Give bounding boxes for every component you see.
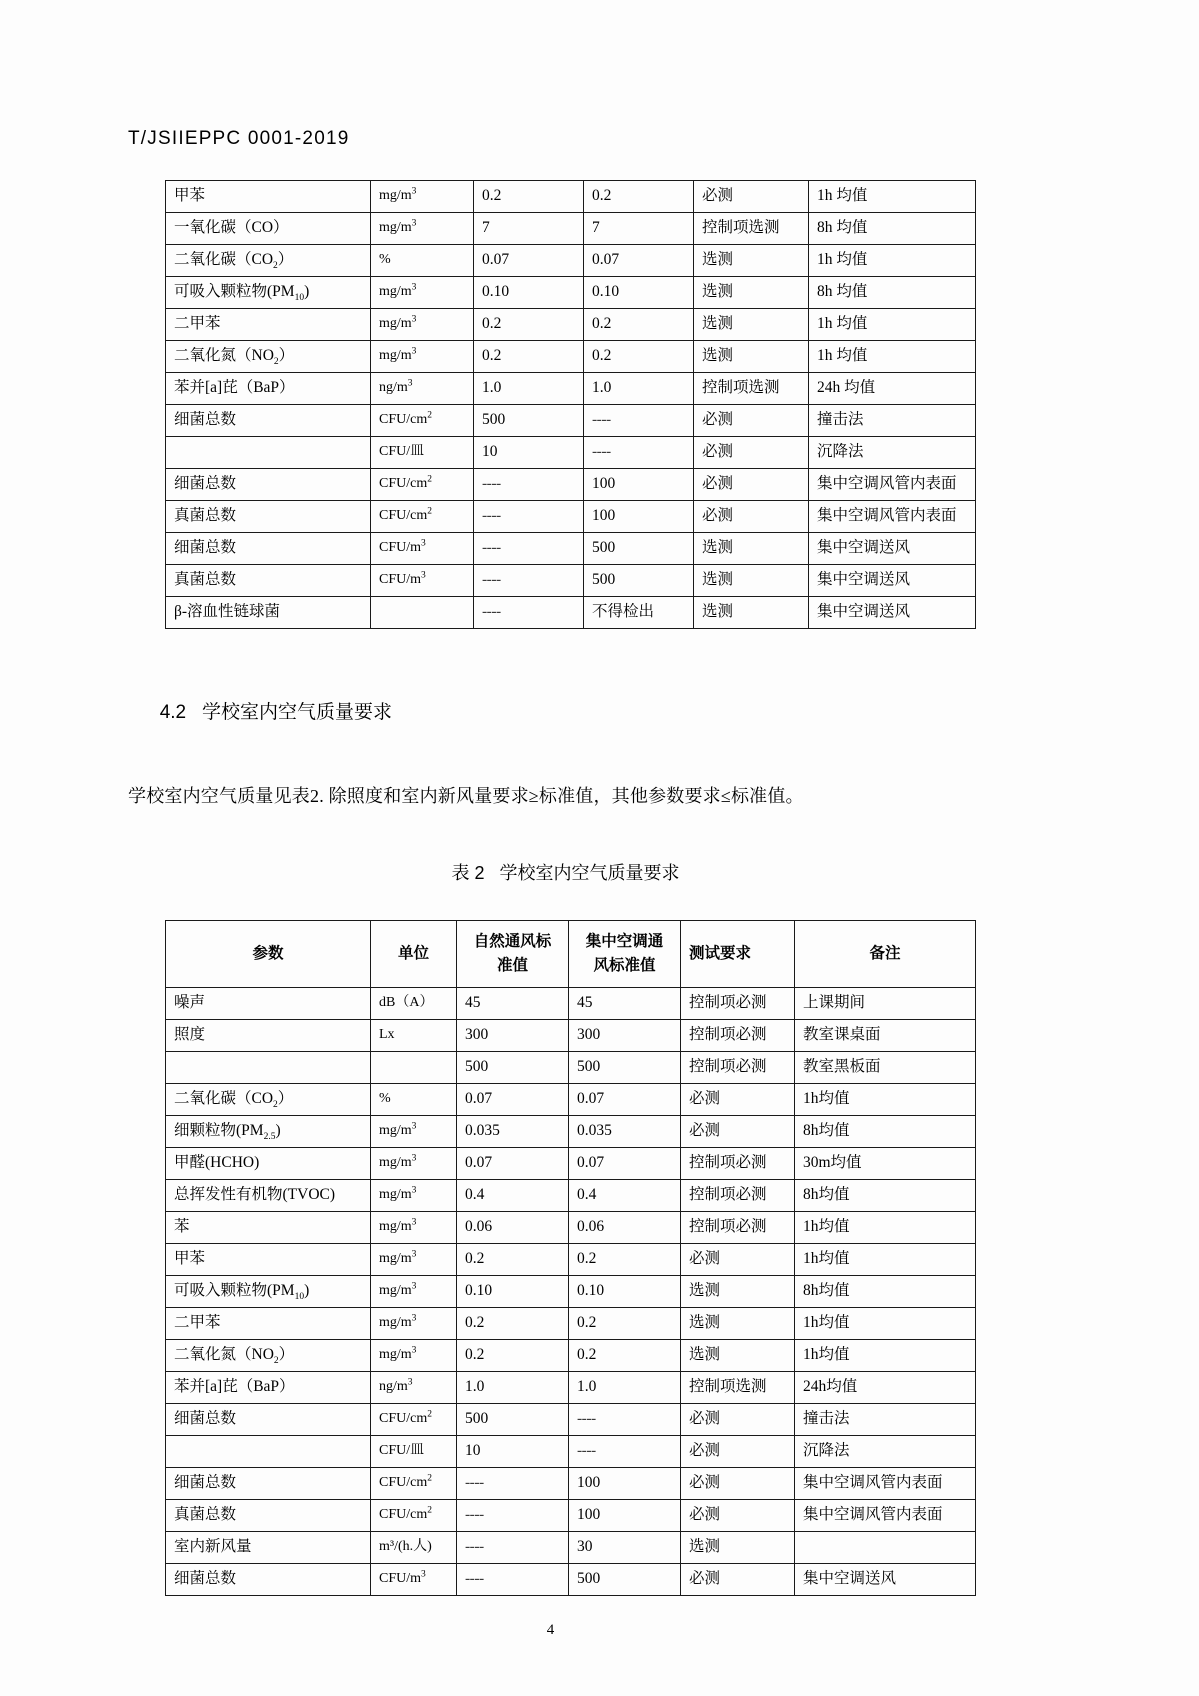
table-row	[166, 1340, 976, 1372]
cell-param	[166, 437, 371, 469]
cell-natural-value: 0.2	[457, 1244, 569, 1276]
table-2-col-unit: 单位	[371, 921, 457, 988]
cell-note: 1h均值	[795, 1308, 976, 1340]
cell-unit: CFU/$m^3$	[371, 1564, 457, 1596]
cell-param: 细菌总数	[166, 1564, 371, 1596]
table-row	[166, 1468, 976, 1500]
table-row	[166, 469, 976, 501]
cell-central-value: 1.0	[584, 373, 694, 405]
cell-natural-value: 0.07	[457, 1148, 569, 1180]
cell-central-value: 300	[569, 1020, 681, 1052]
cell-unit: $mg/m^3$	[371, 341, 474, 373]
cell-note: 集中空调送风	[795, 1564, 976, 1596]
cell-central-value: 0.2	[569, 1340, 681, 1372]
cell-unit: %	[371, 1084, 457, 1116]
cell-note: 集中空调风管内表面	[795, 1468, 976, 1500]
cell-unit: CFU/$cm^2$	[371, 1500, 457, 1532]
cell-requirement: 选测	[694, 341, 809, 373]
cell-natural-value: 0.2	[474, 181, 584, 213]
cell-natural-value: ----	[474, 533, 584, 565]
cell-requirement: 必测	[694, 469, 809, 501]
cell-natural-value: 0.07	[474, 245, 584, 277]
cell-note: 集中空调送风	[809, 565, 976, 597]
cell-central-value: 100	[584, 469, 694, 501]
table-2-head	[166, 921, 976, 988]
table-2-caption-number: 表 2	[451, 863, 485, 883]
cell-natural-value: 0.10	[457, 1276, 569, 1308]
cell-requirement: 必测	[681, 1244, 795, 1276]
cell-param: 甲苯	[166, 1244, 371, 1276]
cell-requirement: 必测	[681, 1500, 795, 1532]
cell-note: 1h 均值	[809, 309, 976, 341]
cell-param: 二氧化氮$(NO_2)$	[166, 1340, 371, 1372]
cell-requirement: 控制项选测	[681, 1372, 795, 1404]
cell-unit: $mg/m^3$	[371, 181, 474, 213]
table-row	[166, 1308, 976, 1340]
cell-note: 1h 均值	[809, 181, 976, 213]
cell-unit: $mg/m^3$	[371, 1116, 457, 1148]
cell-param	[166, 1052, 371, 1084]
table-row	[166, 1244, 976, 1276]
cell-param: 总挥发性有机物(TVOC)	[166, 1180, 371, 1212]
cell-param: 细颗粒物$(PM_{2.5})$	[166, 1116, 371, 1148]
cell-note: 1h均值	[795, 1084, 976, 1116]
cell-param: 细菌总数	[166, 1468, 371, 1500]
table-row	[166, 373, 976, 405]
cell-param: 甲醛(HCHO)	[166, 1148, 371, 1180]
table-row	[166, 1436, 976, 1468]
cell-param: 一氧化碳（CO）	[166, 213, 371, 245]
cell-param: 细菌总数	[166, 469, 371, 501]
table-row	[166, 988, 976, 1020]
cell-param: 二氧化碳$(CO_2)$	[166, 245, 371, 277]
page-number: 4	[546, 1622, 555, 1639]
table-2-school-indoor-air-quality	[165, 920, 976, 1596]
cell-natural-value: 0.2	[474, 341, 584, 373]
cell-natural-value: ----	[457, 1564, 569, 1596]
cell-natural-value: 0.2	[457, 1308, 569, 1340]
cell-natural-value: 500	[457, 1404, 569, 1436]
table-row	[166, 1020, 976, 1052]
table-row	[166, 213, 976, 245]
table-row	[166, 1500, 976, 1532]
cell-natural-value: 500	[474, 405, 584, 437]
cell-requirement: 必测	[681, 1404, 795, 1436]
cell-central-value: 100	[584, 501, 694, 533]
cell-unit: $mg/m^3$	[371, 1148, 457, 1180]
cell-unit: $mg/m^3$	[371, 1244, 457, 1276]
cell-natural-value: ----	[474, 469, 584, 501]
cell-natural-value: 300	[457, 1020, 569, 1052]
table-2-col-note: 备注	[795, 921, 976, 988]
cell-note: 8h均值	[795, 1116, 976, 1148]
cell-requirement: 控制项必测	[681, 988, 795, 1020]
document-header-code: T/JSIIEPPC 0001-2019	[128, 128, 350, 149]
cell-requirement: 必测	[694, 181, 809, 213]
cell-note: 8h 均值	[809, 213, 976, 245]
cell-natural-value: ----	[457, 1500, 569, 1532]
cell-unit	[371, 1052, 457, 1084]
cell-requirement: 选测	[681, 1532, 795, 1564]
table-row	[166, 181, 976, 213]
table-row	[166, 341, 976, 373]
cell-unit: CFU/$cm^2$	[371, 501, 474, 533]
table-row	[166, 1084, 976, 1116]
cell-central-value: 0.06	[569, 1212, 681, 1244]
table-2-col-natural: 自然通风标 准值	[457, 921, 569, 988]
cell-requirement: 控制项必测	[681, 1052, 795, 1084]
cell-note: 30m均值	[795, 1148, 976, 1180]
cell-requirement: 控制项必测	[681, 1148, 795, 1180]
cell-param: 可吸入颗粒物$(PM_{10})$	[166, 1276, 371, 1308]
cell-requirement: 必测	[694, 501, 809, 533]
cell-central-value: 0.2	[569, 1308, 681, 1340]
cell-central-value: 1.0	[569, 1372, 681, 1404]
cell-requirement: 必测	[694, 437, 809, 469]
table-row	[166, 1532, 976, 1564]
cell-note: 集中空调风管内表面	[809, 501, 976, 533]
cell-natural-value: 0.035	[457, 1116, 569, 1148]
cell-central-value: 0.10	[584, 277, 694, 309]
cell-requirement: 必测	[681, 1468, 795, 1500]
cell-param: 照度	[166, 1020, 371, 1052]
cell-requirement: 控制项选测	[694, 373, 809, 405]
cell-requirement: 选测	[694, 309, 809, 341]
cell-unit: CFU/$cm^2$	[371, 405, 474, 437]
cell-note: 沉降法	[795, 1436, 976, 1468]
cell-unit: $ng/m^3$	[371, 1372, 457, 1404]
cell-param: 甲苯	[166, 181, 371, 213]
cell-natural-value: 0.06	[457, 1212, 569, 1244]
cell-note: 8h 均值	[809, 277, 976, 309]
table-row	[166, 309, 976, 341]
cell-natural-value: ----	[474, 597, 584, 629]
cell-natural-value: 0.2	[474, 309, 584, 341]
section-number: 4.2	[159, 702, 187, 723]
cell-unit: dB（A）	[371, 988, 457, 1020]
cell-natural-value: ----	[474, 501, 584, 533]
cell-requirement: 必测	[694, 405, 809, 437]
cell-natural-value: 10	[457, 1436, 569, 1468]
cell-unit: m³/(h.人)	[371, 1532, 457, 1564]
cell-natural-value: 500	[457, 1052, 569, 1084]
cell-natural-value: 1.0	[474, 373, 584, 405]
cell-central-value: 30	[569, 1532, 681, 1564]
cell-note: 教室课桌面	[795, 1020, 976, 1052]
cell-param: 苯并[a]芘（BaP）	[166, 1372, 371, 1404]
table-row	[166, 1404, 976, 1436]
cell-note: 沉降法	[809, 437, 976, 469]
cell-requirement: 选测	[681, 1308, 795, 1340]
cell-note: 集中空调风管内表面	[809, 469, 976, 501]
cell-natural-value: 10	[474, 437, 584, 469]
cell-note: 集中空调送风	[809, 533, 976, 565]
section-title: 学校室内空气质量要求	[201, 702, 392, 723]
page-content	[128, 0, 973, 1639]
cell-unit: $mg/m^3$	[371, 1340, 457, 1372]
cell-central-value: 7	[584, 213, 694, 245]
cell-unit: %	[371, 245, 474, 277]
cell-natural-value: 0.4	[457, 1180, 569, 1212]
cell-note	[795, 1532, 976, 1564]
cell-central-value: ----	[584, 437, 694, 469]
cell-unit: CFU/$cm^2$	[371, 469, 474, 501]
cell-unit: CFU/$cm^2$	[371, 1468, 457, 1500]
cell-unit: CFU/$m^3$	[371, 533, 474, 565]
section-heading	[128, 675, 973, 746]
cell-unit: $mg/m^3$	[371, 1180, 457, 1212]
cell-requirement: 控制项选测	[694, 213, 809, 245]
cell-central-value: 0.07	[569, 1148, 681, 1180]
table-row	[166, 1180, 976, 1212]
table-row	[166, 1212, 976, 1244]
cell-central-value: 0.4	[569, 1180, 681, 1212]
cell-requirement: 选测	[681, 1340, 795, 1372]
table-row	[166, 1052, 976, 1084]
table-row	[166, 1276, 976, 1308]
cell-param: 细菌总数	[166, 533, 371, 565]
cell-requirement: 选测	[694, 597, 809, 629]
cell-unit: $mg/m^3$	[371, 1212, 457, 1244]
cell-central-value: 100	[569, 1500, 681, 1532]
cell-unit: Lx	[371, 1020, 457, 1052]
cell-unit: $ng/m^3$	[371, 373, 474, 405]
cell-central-value: 500	[584, 565, 694, 597]
cell-param: 苯并[a]芘（BaP）	[166, 373, 371, 405]
cell-note: 8h均值	[795, 1276, 976, 1308]
cell-central-value: ----	[569, 1436, 681, 1468]
cell-natural-value: ----	[457, 1532, 569, 1564]
table-row	[166, 1372, 976, 1404]
cell-natural-value: 1.0	[457, 1372, 569, 1404]
cell-requirement: 必测	[681, 1436, 795, 1468]
cell-param: 真菌总数	[166, 565, 371, 597]
cell-note: 集中空调风管内表面	[795, 1500, 976, 1532]
cell-central-value: 500	[584, 533, 694, 565]
cell-note: 1h 均值	[809, 341, 976, 373]
cell-central-value: 0.07	[569, 1084, 681, 1116]
cell-param: 二氧化碳$(CO_2)$	[166, 1084, 371, 1116]
cell-unit: $mg/m^3$	[371, 1308, 457, 1340]
table-2-caption	[128, 838, 973, 906]
cell-requirement: 必测	[681, 1564, 795, 1596]
cell-central-value: 45	[569, 988, 681, 1020]
cell-param: 真菌总数	[166, 1500, 371, 1532]
cell-param: 室内新风量	[166, 1532, 371, 1564]
cell-central-value: 0.2	[584, 309, 694, 341]
table-2-caption-title: 学校室内空气质量要求	[499, 863, 680, 883]
cell-requirement: 选测	[694, 277, 809, 309]
cell-unit: $mg/m^3$	[371, 277, 474, 309]
cell-unit: CFU/$cm^2$	[371, 1404, 457, 1436]
cell-natural-value: ----	[457, 1468, 569, 1500]
cell-unit: CFU/皿	[371, 437, 474, 469]
table-1-indoor-air-quality	[165, 180, 976, 629]
cell-unit: CFU/$m^3$	[371, 565, 474, 597]
section-paragraph: 学校室内空气质量见表2. 除照度和室内新风量要求≥标准值，其他参数要求≤标准值。	[128, 786, 804, 806]
table-row	[166, 277, 976, 309]
cell-requirement: 选测	[694, 565, 809, 597]
cell-central-value: ----	[569, 1404, 681, 1436]
cell-note: 1h均值	[795, 1340, 976, 1372]
cell-natural-value: 45	[457, 988, 569, 1020]
table-row	[166, 597, 976, 629]
table-row	[166, 533, 976, 565]
cell-param: 可吸入颗粒物$(PM_{10})$	[166, 277, 371, 309]
cell-natural-value: 0.10	[474, 277, 584, 309]
cell-requirement: 必测	[681, 1116, 795, 1148]
cell-param: 二甲苯	[166, 309, 371, 341]
cell-note: 撞击法	[809, 405, 976, 437]
table-row	[166, 245, 976, 277]
cell-note: 1h均值	[795, 1212, 976, 1244]
cell-central-value: 0.07	[584, 245, 694, 277]
cell-requirement: 选测	[694, 533, 809, 565]
cell-central-value: 0.2	[584, 341, 694, 373]
table-2-header-row	[166, 921, 976, 988]
cell-param: 真菌总数	[166, 501, 371, 533]
cell-param: 二甲苯	[166, 1308, 371, 1340]
cell-note: 上课期间	[795, 988, 976, 1020]
cell-central-value: 0.2	[584, 181, 694, 213]
cell-note: 24h 均值	[809, 373, 976, 405]
cell-note: 1h 均值	[809, 245, 976, 277]
cell-note: 8h均值	[795, 1180, 976, 1212]
cell-central-value: 0.035	[569, 1116, 681, 1148]
cell-unit: $mg/m^3$	[371, 1276, 457, 1308]
cell-param: 噪声	[166, 988, 371, 1020]
cell-natural-value: 0.2	[457, 1340, 569, 1372]
table-row	[166, 405, 976, 437]
cell-requirement: 控制项必测	[681, 1020, 795, 1052]
cell-natural-value: ----	[474, 565, 584, 597]
cell-param: 二氧化氮$(NO_2)$	[166, 341, 371, 373]
table-row	[166, 501, 976, 533]
cell-unit: $mg/m^3$	[371, 309, 474, 341]
table-2-body	[166, 988, 976, 1596]
cell-note: 24h均值	[795, 1372, 976, 1404]
cell-central-value: 0.2	[569, 1244, 681, 1276]
table-row	[166, 437, 976, 469]
cell-requirement: 必测	[681, 1084, 795, 1116]
cell-natural-value: 7	[474, 213, 584, 245]
cell-requirement: 选测	[681, 1276, 795, 1308]
cell-central-value: ----	[584, 405, 694, 437]
cell-central-value: 0.10	[569, 1276, 681, 1308]
table-2-col-param: 参数	[166, 921, 371, 988]
cell-param: 细菌总数	[166, 1404, 371, 1436]
table-row	[166, 565, 976, 597]
table-row	[166, 1116, 976, 1148]
table-2-col-central: 集中空调通 风标准值	[569, 921, 681, 988]
cell-requirement: 控制项必测	[681, 1180, 795, 1212]
cell-unit: $mg/m^3$	[371, 213, 474, 245]
cell-unit	[371, 597, 474, 629]
cell-param: β-溶血性链球菌	[166, 597, 371, 629]
cell-param	[166, 1436, 371, 1468]
cell-param: 细菌总数	[166, 405, 371, 437]
table-row	[166, 1564, 976, 1596]
cell-natural-value: 0.07	[457, 1084, 569, 1116]
cell-central-value: 100	[569, 1468, 681, 1500]
cell-central-value: 500	[569, 1052, 681, 1084]
cell-note: 教室黑板面	[795, 1052, 976, 1084]
cell-note: 1h均值	[795, 1244, 976, 1276]
cell-central-value: 500	[569, 1564, 681, 1596]
cell-note: 撞击法	[795, 1404, 976, 1436]
cell-param: 苯	[166, 1212, 371, 1244]
cell-note: 集中空调送风	[809, 597, 976, 629]
cell-requirement: 控制项必测	[681, 1212, 795, 1244]
table-2-col-requirement: 测试要求	[681, 921, 795, 988]
table-1-body	[166, 181, 976, 629]
cell-central-value: 不得检出	[584, 597, 694, 629]
cell-requirement: 选测	[694, 245, 809, 277]
table-row	[166, 1148, 976, 1180]
cell-unit: CFU/皿	[371, 1436, 457, 1468]
